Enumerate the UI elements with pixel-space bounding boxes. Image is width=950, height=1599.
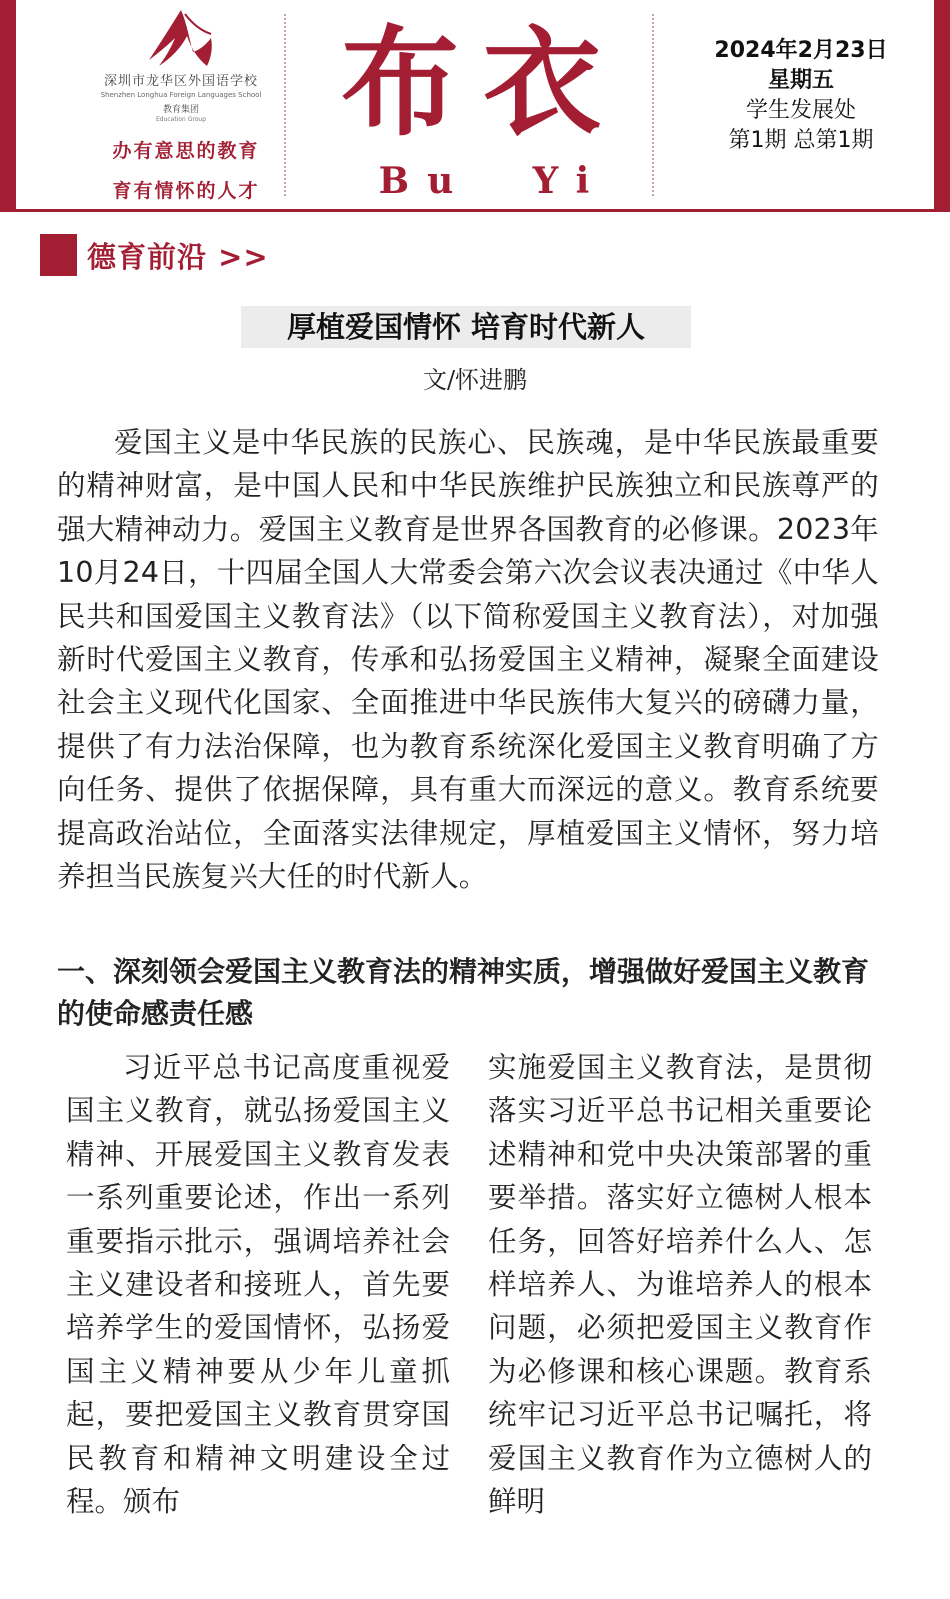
section-marker bbox=[40, 234, 77, 276]
title-chinese: 布衣 bbox=[340, 13, 625, 152]
group-name-en: Education Group bbox=[155, 116, 207, 123]
title-pinyin bbox=[348, 160, 638, 202]
school-name-cn: 深圳市龙华区外国语学校 bbox=[103, 74, 258, 89]
title-pinyin-bu: Bu bbox=[378, 160, 472, 202]
group-name-cn: 教育集团 bbox=[162, 105, 199, 115]
body-column-right: 实施爱国主义教育法，是贯彻落实习近平总书记相关重要论述精神和党中央决策部署的重要举措。落实好立德树人根本任务，回答好培养什么人、怎样培养人、为谁培养人的根本问题，必须把爱国主义教育作为必修课和核心课题。教育系统牢记习近平总书记嘱托，将爱国主义教育作为立德树人的鲜明 bbox=[488, 1051, 872, 1519]
article-title: 厚植爱国情怀 培育时代新人 bbox=[241, 306, 691, 348]
header-bottom-rule bbox=[16, 209, 934, 212]
section-label: 德育前沿 >> bbox=[87, 239, 269, 274]
school-logo bbox=[76, 8, 286, 123]
motto-line-2: 育有情怀的人才 bbox=[112, 180, 260, 202]
subheading-1: 一、深刻领会爱国主义教育法的精神实质，增强做好爱国主义教育的使命感责任感 bbox=[57, 955, 870, 1030]
issue-weekday: 星期五 bbox=[767, 68, 834, 93]
issue-department: 学生发展处 bbox=[745, 98, 856, 123]
masthead-header bbox=[16, 0, 934, 212]
left-red-border bbox=[0, 0, 16, 212]
motto-line-1: 办有意思的教育 bbox=[112, 140, 260, 162]
right-red-border bbox=[934, 0, 950, 212]
issue-date: 2024年2月23日 bbox=[714, 38, 888, 63]
school-name-en: Shenzhen Longhua Foreign Languages School bbox=[100, 91, 262, 99]
section-heading bbox=[40, 234, 269, 276]
title-pinyin-yi: Yi bbox=[532, 160, 608, 202]
intro-paragraph: 爱国主义是中华民族的民族心、民族魂，是中华民族最重要的精神财富，是中国人民和中华民族维护民族独立和民族尊严的强大精神动力。爱国主义教育是世界各国教育的必修课。2023年10月24日，十四届全国人大常委会第六次会议表决通过《中华人民共和国爱国主义教育法》（以下简称爱国主义教育法），对加强新时代爱国主义教育，传承和弘扬爱国主义精神，凝聚全面建设社会主义现代化国家、全面推进中华民族伟大复兴的磅礴力量，提供了有力法治保障，也为教育系统深化爱国主义教育明确了方向任务、提供了依据保障，具有重大而深远的意义。教育系统要提高政治站位，全面落实法律规定，厚植爱国主义情怀，努力培养担当民族复兴大任的时代新人。 bbox=[57, 426, 879, 894]
newspaper-title bbox=[308, 8, 658, 203]
issue-info bbox=[676, 36, 926, 156]
body-column-left: 习近平总书记高度重视爱国主义教育，就弘扬爱国主义精神、开展爱国主义教育发表一系列重要论述，作出一系列重要指示批示，强调培养社会主义建设者和接班人，首先要培养学生的爱国情怀，弘扬爱国主义精神要从少年儿童抓起，要把爱国主义教育贯穿国民教育和精神文明建设全过程。颁布 bbox=[66, 1051, 450, 1519]
article-byline: 文/怀进鹏 bbox=[422, 366, 528, 394]
school-emblem-icon bbox=[141, 8, 221, 70]
issue-number: 第1期 总第1期 bbox=[728, 128, 874, 153]
